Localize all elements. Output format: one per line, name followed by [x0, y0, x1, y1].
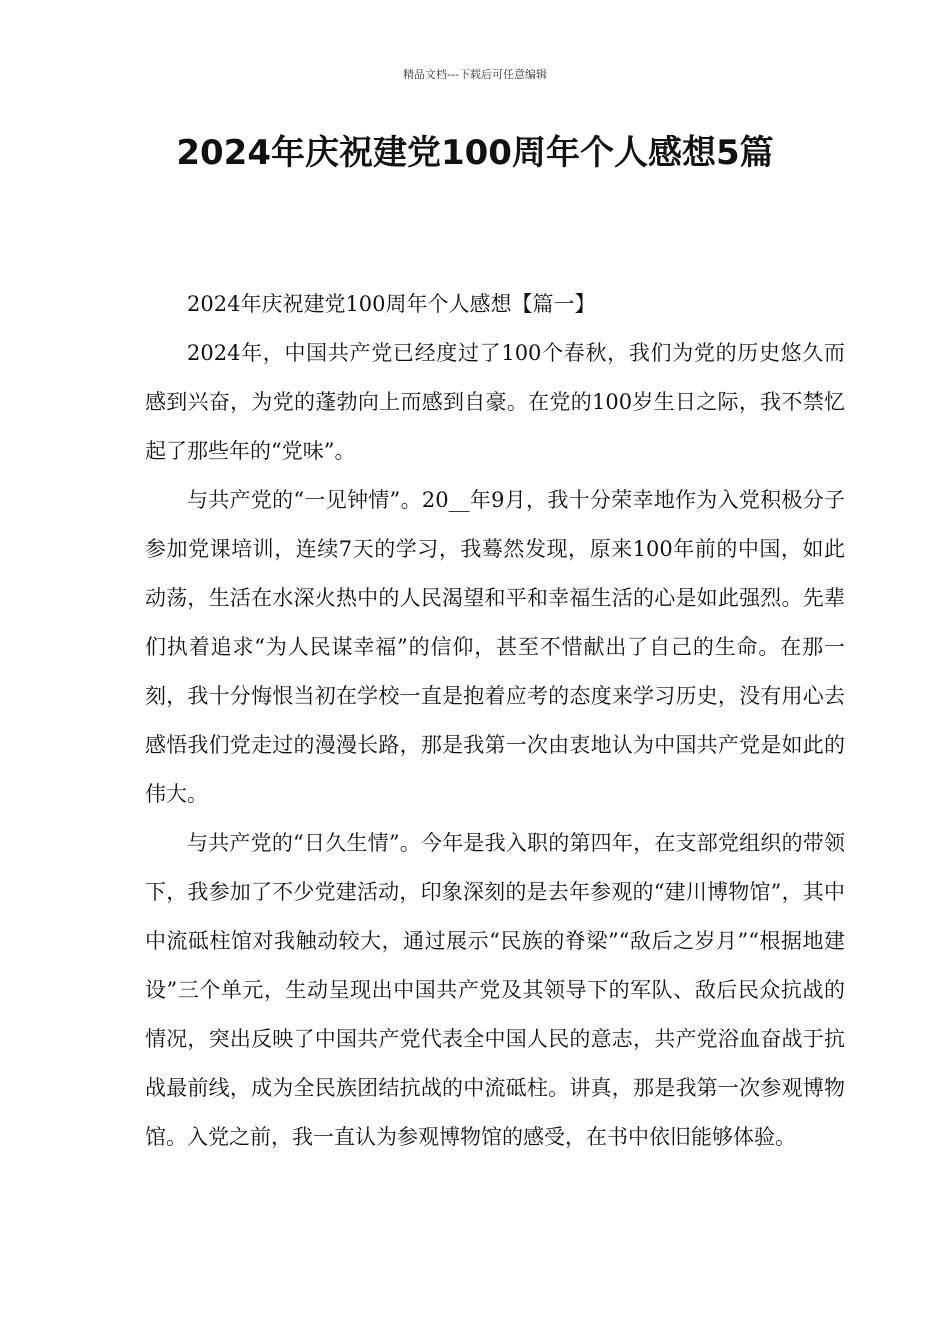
document-body	[145, 280, 845, 1162]
document-title: 2024年庆祝建党100周年个人感想5篇	[176, 133, 774, 173]
paragraph: 与共产党的“一见钟情”。20__年9月，我十分荣幸地作为入党积极分子参加党课培训，连续7天的学习，我蓦然发现，原来100年前的中国，如此动荡，生活在水深火热中的人民渴望和平和幸福生活的心是如此强烈。先辈们执着追求“为人民谋幸福”的信仰，甚至不惜献出了自己的生命。在那一刻，我十分悔恨当初在学校一直是抱着应考的态度来学习历史，没有用心去感悟我们党走过的漫漫长路，那是我第一次由衷地认为中国共产党是如此的伟大。	[145, 488, 845, 806]
paragraph: 2024年，中国共产党已经度过了100个春秋，我们为党的历史悠久而感到兴奋，为党的蓬勃向上而感到自豪。在党的100岁生日之际，我不禁忆起了那些年的“党味”。	[145, 341, 845, 463]
section-heading: 2024年庆祝建党100周年个人感想【篇一】	[187, 292, 596, 316]
page-header-watermark: 精品文档---下载后可任意编辑	[403, 68, 547, 81]
paragraph: 与共产党的“日久生情”。今年是我入职的第四年，在支部党组织的带领下，我参加了不少党建活动，印象深刻的是去年参观的“建川博物馆”，其中中流砥柱馆对我触动较大，通过展示“民族的脊梁”“敌后之岁月”“根据地建设”三个单元，生动呈现出中国共产党及其领导下的军队、敌后民众抗战的情况，突出反映了中国共产党代表全中国人民的意志，共产党浴血奋战于抗战最前线，成为全民族团结抗战的中流砥柱。讲真，那是我第一次参观博物馆。入党之前，我一直认为参观博物馆的感受，在书中依旧能够体验。	[145, 831, 845, 1149]
